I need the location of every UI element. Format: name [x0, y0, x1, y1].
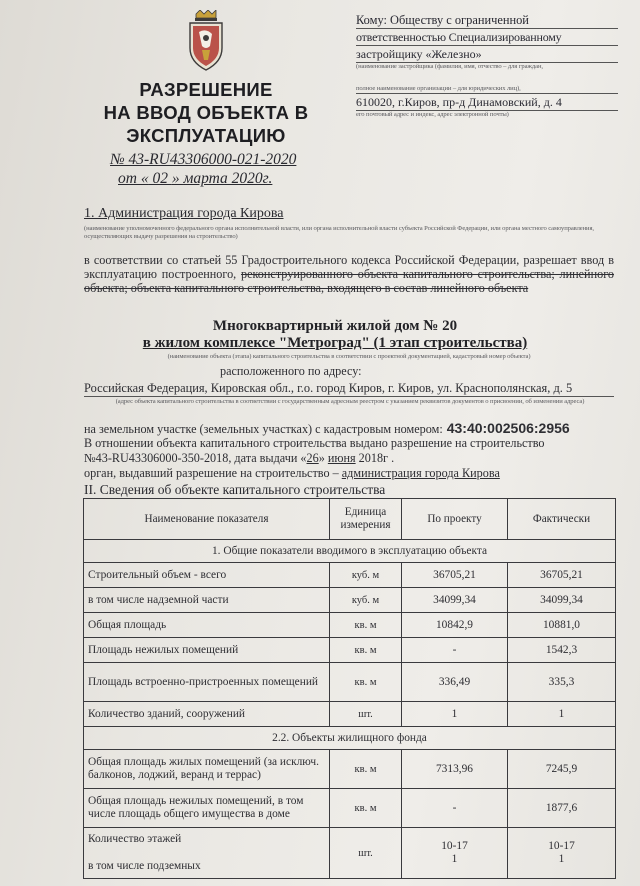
permit-ref-line: В отношении объекта капитального строительства выдано разрешение на строительство: [84, 436, 545, 450]
row-unit: кв. м: [330, 663, 402, 702]
object-address: Российская Федерация, Кировская обл., г.о. город Киров, г. Киров, ул. Краснополянская, д. 5: [84, 381, 614, 397]
permit-date: [118, 170, 272, 188]
table-header-row: [84, 499, 616, 540]
cadastre-line: [84, 420, 614, 437]
address-note: (адрес объекта капитального строительства в соответствии с государственным адресным реестром с указанием реквизитов документов о присвоении, об изменении адреса): [115, 398, 585, 405]
row-plan: 34099,34: [402, 588, 508, 613]
row-plan: 10-17: [441, 840, 468, 852]
table-row: [84, 588, 616, 613]
row-unit: кв. м: [330, 638, 402, 663]
row-name: в том числе надземной части: [84, 588, 330, 613]
object-name-line: в жилом комплексе "Метроград" (1 этап строительства): [142, 335, 528, 351]
object-name-line: Многоквартирный жилой дом № 20: [212, 318, 458, 334]
row-name: Общая площадь жилых помещений (за исключ. балконов, лоджий, веранд и террас): [84, 750, 330, 789]
row-plan: -: [402, 789, 508, 828]
table-row: [84, 638, 616, 663]
row-plan: -: [402, 638, 508, 663]
row-name: Площадь встроенно-пристроенных помещений: [84, 663, 330, 702]
date-day: 02: [148, 170, 172, 187]
table-row: [84, 789, 616, 828]
row-unit: шт.: [330, 828, 402, 879]
recipient-note: (наименование застройщика (фамилия, имя, отчество – для граждан,: [356, 63, 543, 70]
row-name-multi: [84, 828, 330, 879]
para-struck: реконструированного объекта капитального строительства; линейного объекта; объекта капитального строительства, входящего в состав линейного объекта: [84, 267, 614, 295]
row-fact: 335,3: [508, 663, 616, 702]
permit-ref-line2: [84, 451, 614, 466]
row-unit: кв. м: [330, 789, 402, 828]
issuer-label: орган, выдавший разрешение на строительство –: [84, 466, 342, 480]
object-note: (наименование объекта (этапа) капитального строительства в соответствии с проектной документацией, кадастровый номер объекта): [167, 353, 531, 360]
section-1-heading: 1. Администрация города Кирова: [84, 206, 284, 221]
section-1-note: (наименование уполномоченного федерального органа исполнительной власти, или органа исполнительной власти субъекта Российской Федерации, или органа местного самоуправления, осуществляющих выдачу разрешения на строительство): [84, 225, 594, 240]
object-name: [100, 318, 570, 352]
para-text: в соответствии со статьей 55 Градостроительного кодекса Российской Федерации, разрешает ввод в эксплуатацию построенного,: [84, 253, 614, 281]
group-title: 2.2. Объекты жилищного фонда: [84, 727, 616, 750]
recipient-line: Кому: Обществу с ограниченной: [356, 12, 618, 29]
date-mid: »: [171, 170, 184, 187]
row-unit: кв. м: [330, 750, 402, 789]
permit-ref-month: июня: [327, 451, 356, 465]
row-name: Строительный объем - всего: [84, 563, 330, 588]
column-header: Единица измерения: [330, 499, 402, 540]
permit-ref-day: 26: [306, 451, 319, 465]
table-row: [84, 750, 616, 789]
title-line: НА ВВОД ОБЪЕКТА В: [103, 102, 309, 123]
column-header: По проекту: [402, 499, 508, 540]
issuer-line: [84, 466, 614, 481]
section-2-heading: II. Сведения об объекте капитального строительства: [84, 482, 386, 497]
recipient-line: ответственностью Специализированному: [356, 29, 618, 46]
table-row: [84, 828, 616, 879]
recipient-address: 610020, г.Киров, пр-д Динамовский, д. 4: [356, 94, 618, 111]
row-fact: 10-17: [548, 840, 575, 852]
row-plan: 7313,96: [402, 750, 508, 789]
permit-ref-text: №43-RU43306000-350-2018, дата выдачи «: [84, 451, 307, 465]
row-fact: 34099,34: [508, 588, 616, 613]
table-row: [84, 613, 616, 638]
title-line: РАЗРЕШЕНИЕ: [139, 79, 273, 100]
column-header: Фактически: [508, 499, 616, 540]
date-month-year: марта 2020г.: [183, 170, 273, 187]
row-name: Количество этажей: [88, 833, 182, 845]
row-plan: 36705,21: [402, 563, 508, 588]
row-plan: 336,49: [402, 663, 508, 702]
row-name: Общая площадь: [84, 613, 330, 638]
recipient-line: застройщику «Железно»: [356, 46, 618, 63]
row-unit: кв. м: [330, 613, 402, 638]
row-unit: куб. м: [330, 563, 402, 588]
row-fact: 36705,21: [508, 563, 616, 588]
row-name: Общая площадь нежилых помещений, в том числе площадь общего имущества в доме: [84, 789, 330, 828]
group-title: 1. Общие показатели вводимого в эксплуатацию объекта: [84, 540, 616, 563]
issuer-name: администрация города Кирова: [341, 466, 500, 480]
address-label: расположенного по адресу:: [220, 364, 362, 378]
recipient-note: его почтовый адрес и индекс, адрес электронной почты): [356, 111, 509, 118]
row-unit: шт.: [330, 702, 402, 727]
table-group-row: [84, 727, 616, 750]
row-fact: 1542,3: [508, 638, 616, 663]
cadastre-number: 43:40:002506:2956: [446, 420, 570, 436]
document-title: [92, 78, 320, 147]
row-fact: 7245,9: [508, 750, 616, 789]
table-row: [84, 563, 616, 588]
column-header: Наименование показателя: [84, 499, 330, 540]
row-plan: 10842,9: [402, 613, 508, 638]
table-row: [84, 702, 616, 727]
cadastre-text: на земельном участке (земельных участках) с кадастровым номером:: [84, 422, 443, 436]
coat-of-arms-icon: [186, 10, 226, 72]
row-plan-multi: [402, 828, 508, 879]
table-group-row: [84, 540, 616, 563]
recipient-block: [356, 12, 618, 119]
title-line: ЭКСПЛУАТАЦИЮ: [126, 125, 286, 146]
indicators-table: [83, 498, 616, 879]
permit-ref-year: 2018г .: [355, 451, 395, 465]
row-fact: 10881,0: [508, 613, 616, 638]
row-fact-multi: [508, 828, 616, 879]
recipient-line: полное наименование организации – для юридических лиц),: [356, 85, 618, 94]
row-plan: 1: [402, 702, 508, 727]
row-unit: куб. м: [330, 588, 402, 613]
permit-ref-sep: »: [318, 451, 328, 465]
permit-number: № 43-RU43306000-021-2020: [110, 151, 297, 168]
legal-paragraph: [84, 253, 614, 295]
permit-reference: [84, 436, 614, 466]
row-fact-sub: 1: [558, 853, 565, 865]
row-name: Количество зданий, сооружений: [84, 702, 330, 727]
row-subname: в том числе подземных: [88, 860, 201, 872]
row-plan-sub: 1: [451, 853, 458, 865]
row-name: Площадь нежилых помещений: [84, 638, 330, 663]
row-fact: 1: [508, 702, 616, 727]
date-prefix: от «: [118, 170, 149, 187]
table-row: [84, 663, 616, 702]
row-fact: 1877,6: [508, 789, 616, 828]
